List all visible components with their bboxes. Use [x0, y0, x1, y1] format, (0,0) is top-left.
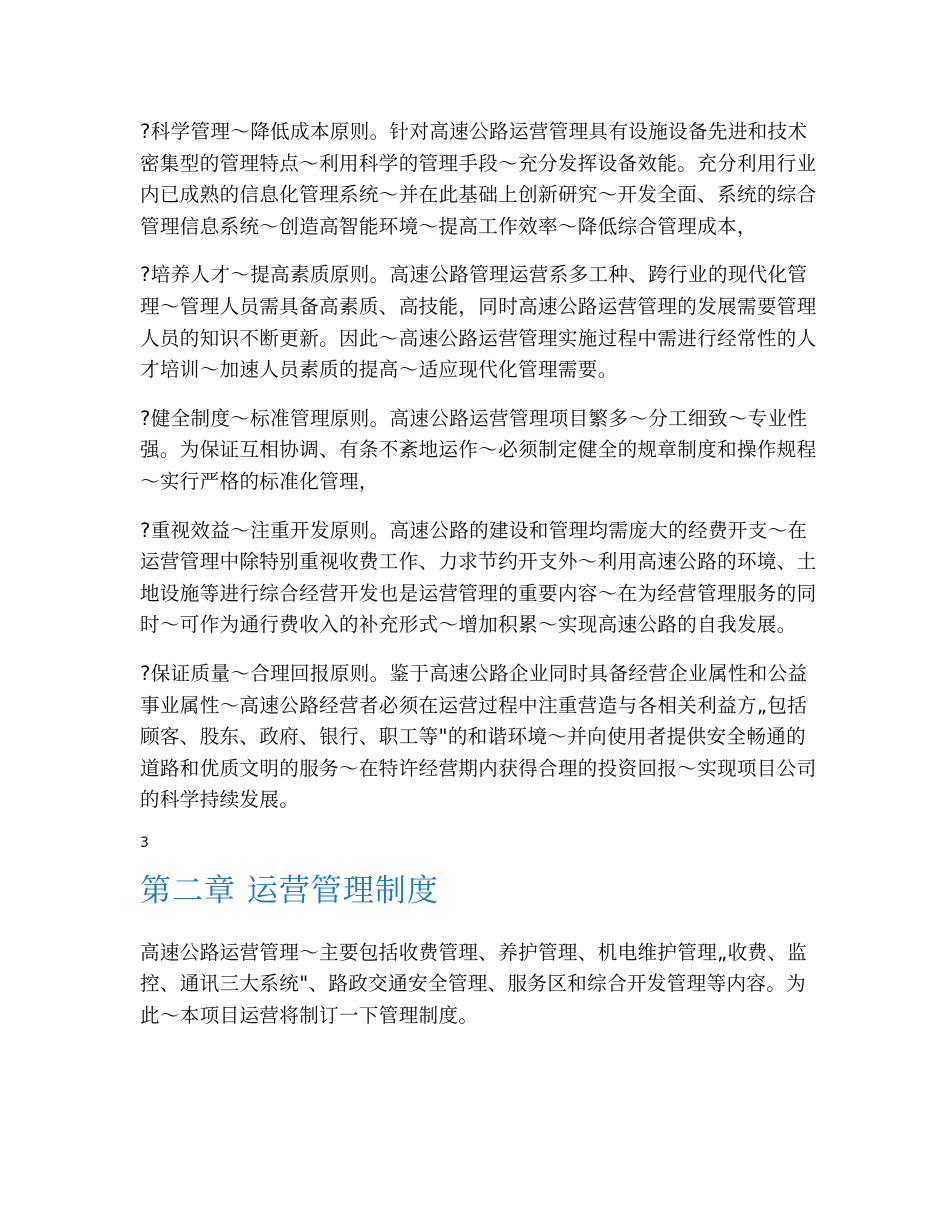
- chapter-intro-paragraph: 高速公路运营管理～主要包括收费管理、养护管理、机电维护管理„收费、监控、通讯三大系统"、路政交通安全管理、服务区和综合开发管理等内容。为此～本项目运营将制订一下管理制度。: [140, 940, 808, 1028]
- paragraph-quality-return: ?保证质量～合理回报原则。鉴于高速公路企业同时具备经营企业属性和公益事业属性～高速公路经营者必须在运营过程中注重营造与各相关利益方„包括顾客、股东、政府、银行、职工等"的和谐环境～并向使用者提供安全畅通的道路和优质文明的服务～在特许经营期内获得合理的投资回报～实现项目公司的科学持续发展。: [140, 661, 817, 812]
- page-number: 3: [140, 834, 149, 851]
- paragraph-talent-training: ?培养人才～提高素质原则。高速公路管理运营系多工种、跨行业的现代化管理～管理人员需具备高素质、高技能，同时高速公路运营管理的发展需要管理人员的知识不断更新。因此～高速公路运营管理实施过程中需进行经常性的人才培训～加速人员素质的提高～适应现代化管理需要。: [140, 263, 817, 382]
- paragraph-system-standards: ?健全制度～标准管理原则。高速公路运营管理项目繁多～分工细致～专业性强。为保证互相协调、有条不紊地运作～必须制定健全的规章制度和操作规程～实行严格的标准化管理，: [140, 406, 817, 493]
- chapter-title: 第二章 运营管理制度: [140, 872, 439, 909]
- document-page: [140, 116, 820, 1049]
- paragraph-benefit-development: ?重视效益～注重开发原则。高速公路的建设和管理均需庞大的经费开支～在运营管理中除特别重视收费工作、力求节约开支外～利用高速公路的环境、土地设施等进行综合经营开发也是运营管理的重要内容～在为经营管理服务的同时～可作为通行费收入的补充形式～增加积累～实现高速公路的自我发展。: [140, 518, 817, 637]
- paragraph-scientific-management: ?科学管理～降低成本原则。针对高速公路运营管理具有设施设备先进和技术密集型的管理特点～利用科学的管理手段～充分发挥设备效能。充分利用行业内已成熟的信息化管理系统～并在此基础上创新研究～开发全面、系统的综合管理信息系统～创造高智能环境～提高工作效率～降低综合管理成本，: [140, 120, 817, 238]
